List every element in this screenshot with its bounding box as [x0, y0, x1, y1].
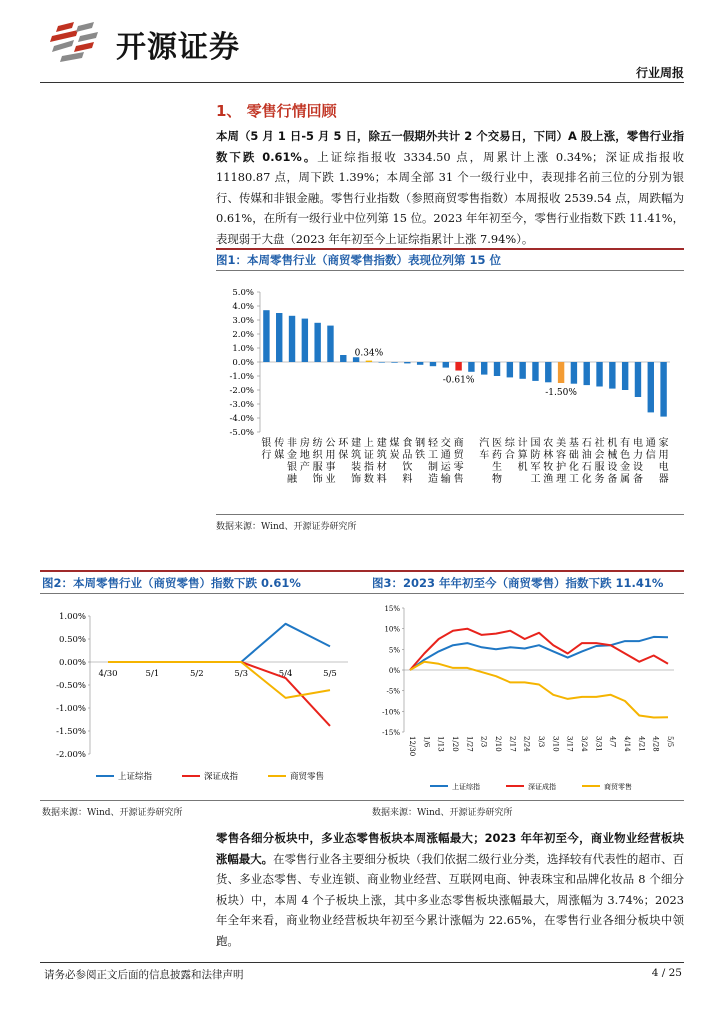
x-tick-label: 油: [581, 450, 592, 461]
bar: [263, 310, 269, 362]
fig3-source: 数据来源：Wind、开源证券研究所: [372, 808, 513, 818]
x-tick-label: 环: [338, 438, 349, 449]
paragraph-2-body: 在零售行业各主要细分板块（我们依据二级行业分类，选择较有代表性的超市、百货、多业态零售、专业连锁、商业物业经营、互联网电商、钟表珠宝和品牌化妆品 8 个细分板块）中，本周 4 个子板块上涨，其中多业态零售板块涨幅最大，周涨幅为 3.74%；2023 年全年来看，商业物业经营板块年初至今累计涨幅为 22.65%，在零售行业各细分板块中领跑。: [216, 851, 684, 948]
x-tick-label: 料: [376, 474, 387, 485]
x-tick-label: 2/3: [479, 736, 488, 748]
x-tick-label: 设: [632, 462, 643, 473]
legend-label: 上证综指: [118, 772, 153, 782]
x-tick-label: 有: [620, 438, 631, 449]
x-tick-label: 筑: [351, 450, 362, 461]
x-tick-label: 家: [658, 438, 669, 449]
x-tick-label: 设: [607, 462, 618, 473]
bar: [519, 362, 525, 379]
fig1-top-rule: [216, 248, 684, 250]
report-type: 行业周报: [635, 66, 684, 80]
x-tick-label: 信: [645, 450, 656, 461]
x-tick-label: 5/5: [666, 736, 674, 748]
x-tick-label: 非: [287, 438, 298, 449]
paragraph-1-lead: 本周（5 月 1 日-5 月 5 日，除五一假期外共计 2 个交易日，下同）A 股上涨，零售行业指数下跌 0.61%。: [216, 129, 684, 164]
x-tick-label: 医: [492, 438, 503, 449]
y-tick-label: 0.00%: [58, 658, 86, 668]
legend-label: 上证综指: [452, 783, 480, 791]
x-tick-label: 综: [504, 438, 515, 449]
y-tick-label: 2.0%: [232, 330, 254, 340]
series-line: [410, 637, 668, 670]
x-tick-label: 零: [453, 462, 464, 473]
x-tick-label: 石: [581, 438, 592, 449]
x-tick-label: 事: [325, 462, 336, 473]
x-tick-label: 化: [581, 474, 592, 485]
x-tick-label: 农: [543, 438, 554, 449]
y-tick-label: -2.0%: [229, 386, 254, 396]
x-tick-label: 1/20: [451, 736, 459, 752]
x-tick-label: 地: [299, 450, 310, 461]
x-tick-label: 4/14: [623, 736, 631, 752]
x-tick-label: 通: [645, 438, 656, 449]
page-number: 4 / 25: [651, 967, 682, 979]
x-tick-label: 工: [530, 474, 541, 485]
bar: [366, 361, 372, 362]
y-tick-label: -4.0%: [229, 414, 254, 424]
x-tick-label: 化: [568, 462, 579, 473]
x-tick-label: 饰: [351, 474, 362, 485]
bar: [379, 362, 385, 363]
x-tick-label: 汽: [479, 438, 490, 449]
x-tick-label: 车: [479, 450, 490, 461]
data-label: -0.61%: [442, 375, 475, 386]
x-tick-label: 2/24: [522, 736, 531, 752]
y-tick-label: 1.0%: [232, 344, 254, 354]
x-tick-label: 石: [581, 462, 592, 473]
x-tick-label: 5/1: [145, 669, 160, 679]
section-title: 1、 零售行情回顾: [216, 102, 337, 120]
bar: [404, 362, 410, 363]
x-tick-label: 1/13: [436, 736, 445, 752]
y-tick-label: 10%: [384, 625, 400, 634]
x-tick-label: 煤: [389, 438, 400, 449]
x-tick-label: 3/3: [537, 736, 545, 748]
x-tick-label: 银: [261, 438, 272, 449]
bar: [276, 313, 282, 362]
series-line: [108, 624, 330, 662]
paragraph-2-lead: 零售各细分板块中，多业态零售板块本周涨幅最大；2023 年年初至今，商业物业经营板块涨幅最大。: [216, 831, 684, 866]
x-tick-label: 4/21: [637, 736, 646, 752]
x-tick-label: 牧: [543, 462, 554, 473]
x-tick-label: 保: [338, 450, 349, 461]
x-tick-label: 基: [568, 438, 579, 449]
x-tick-label: 护: [556, 462, 567, 473]
fig1-title-rule: [216, 270, 684, 271]
x-tick-label: 机: [517, 462, 528, 473]
bar: [468, 362, 474, 372]
bar: [340, 355, 346, 362]
x-tick-label: 行: [261, 450, 272, 461]
y-tick-label: 0%: [388, 667, 400, 675]
x-tick-label: 机: [607, 438, 618, 449]
y-tick-label: -2.00%: [56, 750, 86, 760]
x-tick-label: 色: [620, 450, 631, 461]
x-tick-label: 林: [543, 450, 554, 461]
fig1-bottom-rule: [216, 514, 684, 515]
x-tick-label: 材: [376, 462, 387, 473]
fig1-bar-chart: [216, 278, 684, 508]
x-tick-label: 媒: [274, 450, 285, 461]
bar: [327, 326, 333, 362]
x-tick-label: 制: [427, 462, 438, 473]
bar: [391, 362, 397, 363]
fig2-source: 数据来源：Wind、开源证券研究所: [42, 808, 183, 818]
bar: [417, 362, 423, 365]
x-tick-label: 计: [517, 438, 528, 449]
bar: [622, 362, 628, 390]
x-tick-label: 装: [351, 462, 362, 473]
x-tick-label: 5/3: [234, 669, 249, 679]
x-tick-label: 食: [402, 438, 413, 449]
x-tick-label: 商: [453, 438, 464, 449]
x-tick-label: 品: [402, 450, 413, 461]
x-tick-label: 证: [363, 450, 374, 461]
bar: [443, 362, 449, 368]
x-tick-label: 饰: [312, 474, 323, 485]
series-line: [410, 629, 668, 670]
y-tick-label: -5%: [386, 687, 400, 696]
legend-label: 商贸零售: [604, 783, 632, 791]
bar: [494, 362, 500, 376]
x-tick-label: 理: [556, 474, 567, 485]
y-tick-label: -5.0%: [229, 428, 254, 438]
x-tick-label: 金: [620, 462, 631, 473]
y-tick-label: 1.00%: [58, 612, 86, 622]
bar: [302, 319, 308, 362]
x-tick-label: 备: [632, 474, 643, 485]
x-tick-label: 社: [594, 438, 605, 449]
fig3-line-chart: [370, 598, 684, 794]
fig1-source: 数据来源：Wind、开源证券研究所: [216, 522, 357, 532]
y-tick-label: -1.00%: [56, 704, 86, 714]
x-tick-label: 5/2: [189, 669, 204, 679]
bar: [455, 362, 461, 371]
fig3-title: 图3：2023 年年初至今（商贸零售）指数下跌 11.41%: [372, 576, 664, 590]
x-tick-label: 械: [607, 450, 618, 461]
x-tick-label: 上: [363, 438, 374, 449]
fig1-title: 图1：本周零售行业（商贸零售指数）表现位列第 15 位: [216, 253, 502, 267]
bar: [660, 362, 666, 417]
x-tick-label: 轻: [427, 438, 438, 449]
fig2-line-chart: [40, 598, 358, 794]
y-tick-label: 3.0%: [232, 316, 254, 326]
y-tick-label: -1.0%: [229, 372, 254, 382]
x-tick-label: 用: [325, 450, 336, 461]
fig23-bottom-rule: [40, 800, 684, 801]
x-tick-label: 防: [530, 450, 541, 461]
bar: [558, 362, 564, 383]
y-tick-label: 15%: [384, 605, 400, 613]
bar: [481, 362, 487, 375]
x-tick-label: 5/5: [323, 669, 337, 679]
bar: [584, 362, 590, 385]
x-tick-label: 服: [312, 462, 323, 473]
y-tick-label: 0.0%: [232, 358, 254, 368]
x-tick-label: 1/6: [422, 736, 431, 748]
x-tick-label: 金: [287, 450, 298, 461]
x-tick-label: 公: [325, 438, 336, 449]
x-tick-label: 国: [530, 438, 541, 449]
x-tick-label: 容: [556, 450, 567, 461]
x-tick-label: 融: [287, 474, 298, 485]
x-tick-label: 会: [594, 450, 605, 461]
x-tick-label: 工: [427, 450, 438, 461]
x-tick-label: 备: [607, 474, 618, 485]
logo-mark-icon: [48, 20, 102, 62]
bar: [507, 362, 513, 377]
x-tick-label: 12/30: [408, 736, 416, 757]
bar: [289, 316, 295, 362]
x-tick-label: 贸: [453, 450, 464, 461]
x-tick-label: 务: [594, 474, 605, 485]
legend-label: 商贸零售: [290, 772, 325, 782]
x-tick-label: 属: [620, 474, 631, 485]
x-tick-label: 纺: [312, 438, 323, 449]
data-label: -1.50%: [545, 388, 577, 398]
x-tick-label: 工: [568, 474, 579, 485]
series-line: [108, 662, 330, 698]
bar: [596, 362, 602, 387]
series-line: [108, 662, 330, 726]
x-tick-label: 生: [492, 462, 503, 473]
legend-label: 深证成指: [528, 783, 556, 791]
x-tick-label: 建: [351, 438, 362, 449]
x-tick-label: 1/27: [465, 736, 474, 752]
y-tick-label: -1.50%: [56, 727, 86, 737]
y-tick-label: 5.0%: [232, 288, 254, 298]
x-tick-label: 力: [632, 450, 643, 461]
bar: [635, 362, 641, 397]
x-tick-label: 产: [299, 462, 310, 473]
x-tick-label: 2/17: [508, 736, 517, 752]
x-tick-label: 数: [363, 474, 374, 485]
x-tick-label: 指: [363, 462, 374, 473]
x-tick-label: 输: [440, 474, 451, 485]
x-tick-label: 房: [299, 438, 310, 449]
x-tick-label: 造: [427, 474, 438, 485]
legend-label: 深证成指: [204, 772, 239, 782]
x-tick-label: 4/7: [608, 736, 617, 748]
x-tick-label: 织: [312, 450, 323, 461]
x-tick-label: 器: [658, 474, 669, 485]
paragraph-1-body: 上证综指报收 3334.50 点，周累计上涨 0.34%；深证成指报收 11180.87 点，周下跌 1.39%；本周全部 31 个一级行业中，表现排名前三位的分别为银行、传媒和非银金融。零售行业指数（参照商贸零售指数）本周报收 2539.54 点，周跌幅为 0.61%，在所有一级行业中位列第 15 位。2023 年年初至今，零售行业指数下跌 11.41%，表现弱于大盘（2023 年年初至今上证综指累计上涨 7.94%）。: [216, 149, 685, 246]
x-tick-label: 美: [556, 438, 567, 449]
paragraph-1: [216, 126, 684, 249]
x-tick-label: 础: [568, 450, 579, 461]
x-tick-label: 筑: [376, 450, 387, 461]
data-label: 0.34%: [354, 348, 384, 359]
x-tick-label: 3/24: [580, 736, 588, 752]
footer-disclaimer: 请务必参阅正文后面的信息披露和法律声明: [44, 969, 244, 981]
bar: [571, 362, 577, 384]
x-tick-label: 算: [517, 450, 528, 461]
x-tick-label: 物: [492, 474, 503, 485]
x-tick-label: 铁: [415, 450, 426, 461]
y-tick-label: -3.0%: [229, 400, 254, 410]
y-tick-label: -0.50%: [56, 681, 86, 691]
x-tick-label: 2/10: [494, 736, 502, 752]
x-tick-label: 3/31: [594, 736, 603, 752]
y-tick-label: -10%: [382, 708, 400, 717]
y-tick-label: 0.50%: [58, 635, 86, 645]
x-tick-label: 3/10: [551, 736, 560, 752]
x-tick-label: 饮: [402, 462, 413, 473]
x-tick-label: 电: [658, 462, 669, 473]
fig23-top-rule: [40, 570, 684, 572]
x-tick-label: 渔: [543, 474, 554, 485]
x-tick-label: 建: [376, 438, 387, 449]
x-tick-label: 售: [453, 474, 464, 485]
x-tick-label: 传: [274, 438, 285, 449]
fig23-title-rule: [40, 593, 684, 594]
brand-logo: [48, 20, 102, 62]
fig2-title: 图2：本周零售行业（商贸零售）指数下跌 0.61%: [42, 576, 301, 590]
header-divider: [40, 82, 684, 83]
bar: [545, 362, 551, 382]
bar: [532, 362, 538, 381]
x-tick-label: 通: [440, 450, 451, 461]
x-tick-label: 业: [325, 474, 336, 485]
bar: [430, 362, 436, 366]
x-tick-label: 4/30: [98, 669, 118, 679]
x-tick-label: 军: [530, 462, 541, 473]
x-tick-label: 用: [658, 450, 669, 461]
x-tick-label: 炭: [389, 450, 400, 461]
x-tick-label: 4/28: [651, 736, 660, 752]
y-tick-label: -15%: [382, 729, 400, 737]
bar: [609, 362, 615, 389]
x-tick-label: 交: [440, 438, 451, 449]
x-tick-label: 银: [287, 462, 298, 473]
x-tick-label: 服: [594, 462, 605, 473]
x-tick-label: 运: [440, 462, 451, 473]
x-tick-label: 电: [632, 438, 643, 449]
x-tick-label: 药: [492, 450, 503, 461]
footer-divider: [40, 962, 684, 963]
y-tick-label: 4.0%: [232, 302, 254, 312]
y-tick-label: 5%: [388, 646, 400, 655]
x-tick-label: 3/17: [565, 736, 574, 752]
x-tick-label: 合: [504, 450, 515, 461]
bar: [648, 362, 654, 412]
x-tick-label: 5/4: [278, 669, 293, 679]
bar: [314, 323, 320, 362]
brand-name: 开源证券: [116, 30, 240, 65]
paragraph-2: [216, 828, 684, 951]
x-tick-label: 钢: [415, 438, 426, 449]
x-tick-label: 料: [402, 474, 413, 485]
